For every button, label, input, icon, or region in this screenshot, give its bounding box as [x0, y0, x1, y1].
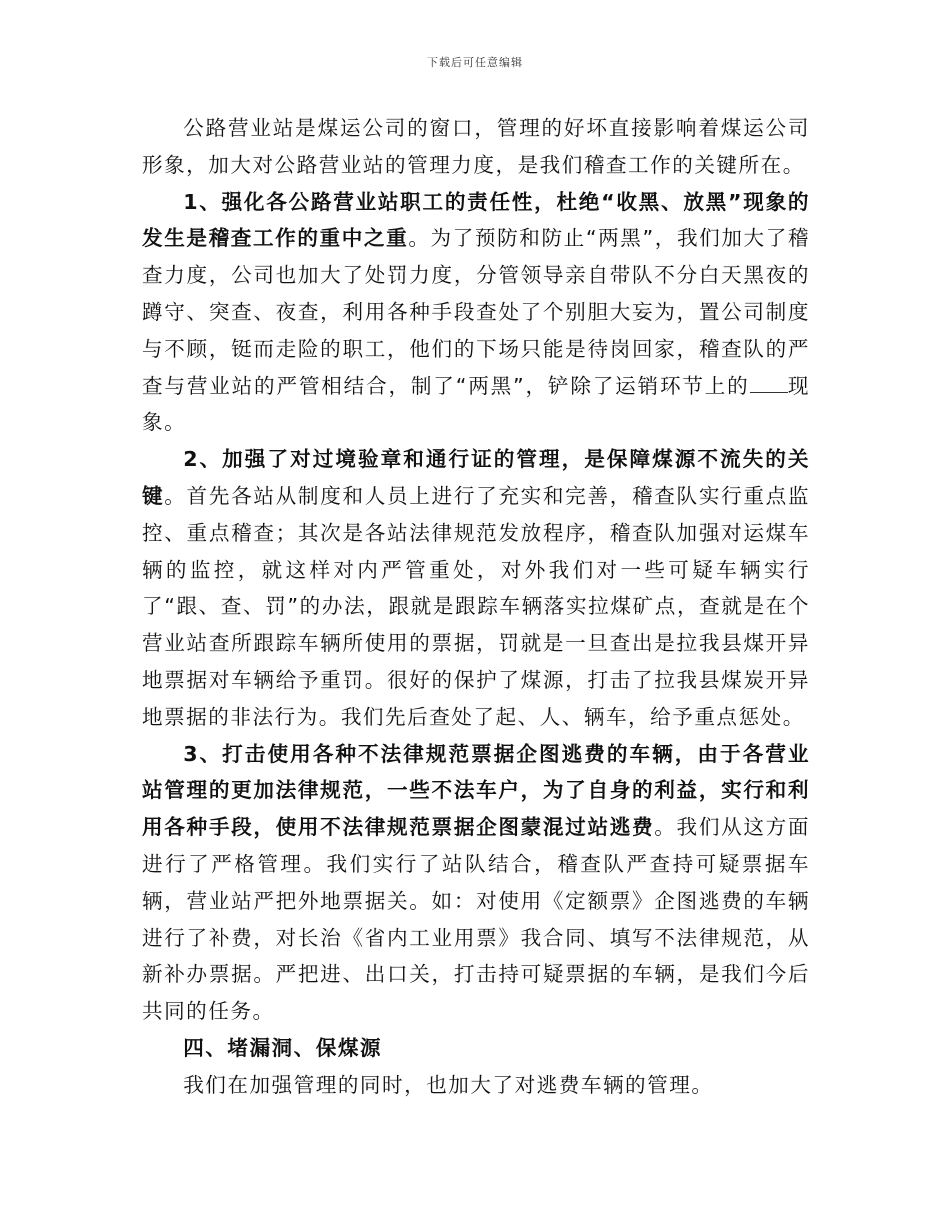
- paragraph-intro: [142, 110, 810, 184]
- section-heading: 3、打击使用各种不法律规范票据企图逃费的车辆，由于各营业站管理的更加法律规范，一些不法车户，为了自身的利益，实行和利用各种手段，使用不法律规范票据企图蒙混过站逃费: [142, 741, 810, 840]
- document-body: [142, 110, 810, 1104]
- paragraph-text: 。为了预防和防止“两黑”，我们加大了稽查力度，公司也加大了处罚力度，分管领导亲自带队不分白天黑夜的蹲守、突查、夜查，利用各种手段查处了个别胆大妄为，置公司制度与不顾，铤而走险的职工，他们的下场只能是待岗回家，稽查队的严查与营业站的严管相结合，制了“两黑”，铲除了运销环节上的: [142, 226, 811, 398]
- paragraph-text: 我们在加强管理的同时，也加大了对逃费车辆的管理。: [183, 1072, 714, 1097]
- paragraph-section-4-heading: [142, 1030, 810, 1067]
- section-heading: 2、加强了对过境验章和通行证的管理，是保障煤源不流失的关键: [142, 447, 810, 508]
- paragraph-section-2: [142, 441, 810, 735]
- paragraph-section-4-text: [142, 1067, 810, 1104]
- paragraph-tail: 现象。: [142, 373, 811, 435]
- section-heading: 1、强化各公路营业站职工的责任性，杜绝“收黑、放黑”现象的发生是稽查工作的重中之重: [142, 189, 810, 251]
- paragraph-text: 公路营业站是煤运公司的窗口，管理的好坏直接影响着煤运公司形象，加大对公路营业站的管理力度，是我们稽查工作的关键所在。: [142, 116, 810, 177]
- section-heading: 四、堵漏洞、保煤源: [183, 1035, 383, 1060]
- paragraph-text: 。我们从这方面进行了严格管理。我们实行了站队结合，稽查队严查持可疑票据车辆，营业站严把外地票据关。如：对使用《定额票》企图逃费的车辆进行了补费，对长治《省内工业用票》我合同、填写不法律规范，从新补办票据。严把进、出口关，打击持可疑票据的车辆，是我们今后共同的任务。: [142, 815, 811, 1024]
- paragraph-section-3: [142, 736, 810, 1030]
- paragraph-section-1: [142, 184, 810, 442]
- page-header-note: 下载后可任意编辑: [427, 56, 523, 69]
- paragraph-text: 。首先各站从制度和人员上进行了充实和完善，稽查队实行重点监控、重点稽查；其次是各站法律规范发放程序，稽查队加强对运煤车辆的监控，就这样对内严管重处，对外我们对一些可疑车辆实行了“跟、查、罚”的办法，跟就是跟踪车辆落实拉煤矿点，查就是在个营业站查所跟踪车辆所使用的票据，罚就是一旦查出是拉我县煤开异地票据对车辆给予重罚。很好的保护了煤源，打击了拉我县煤炭开异地票据的非法行为。我们先后查处了起、人、辆车，给予重点惩处。: [142, 483, 811, 729]
- blank-underline: [750, 372, 788, 393]
